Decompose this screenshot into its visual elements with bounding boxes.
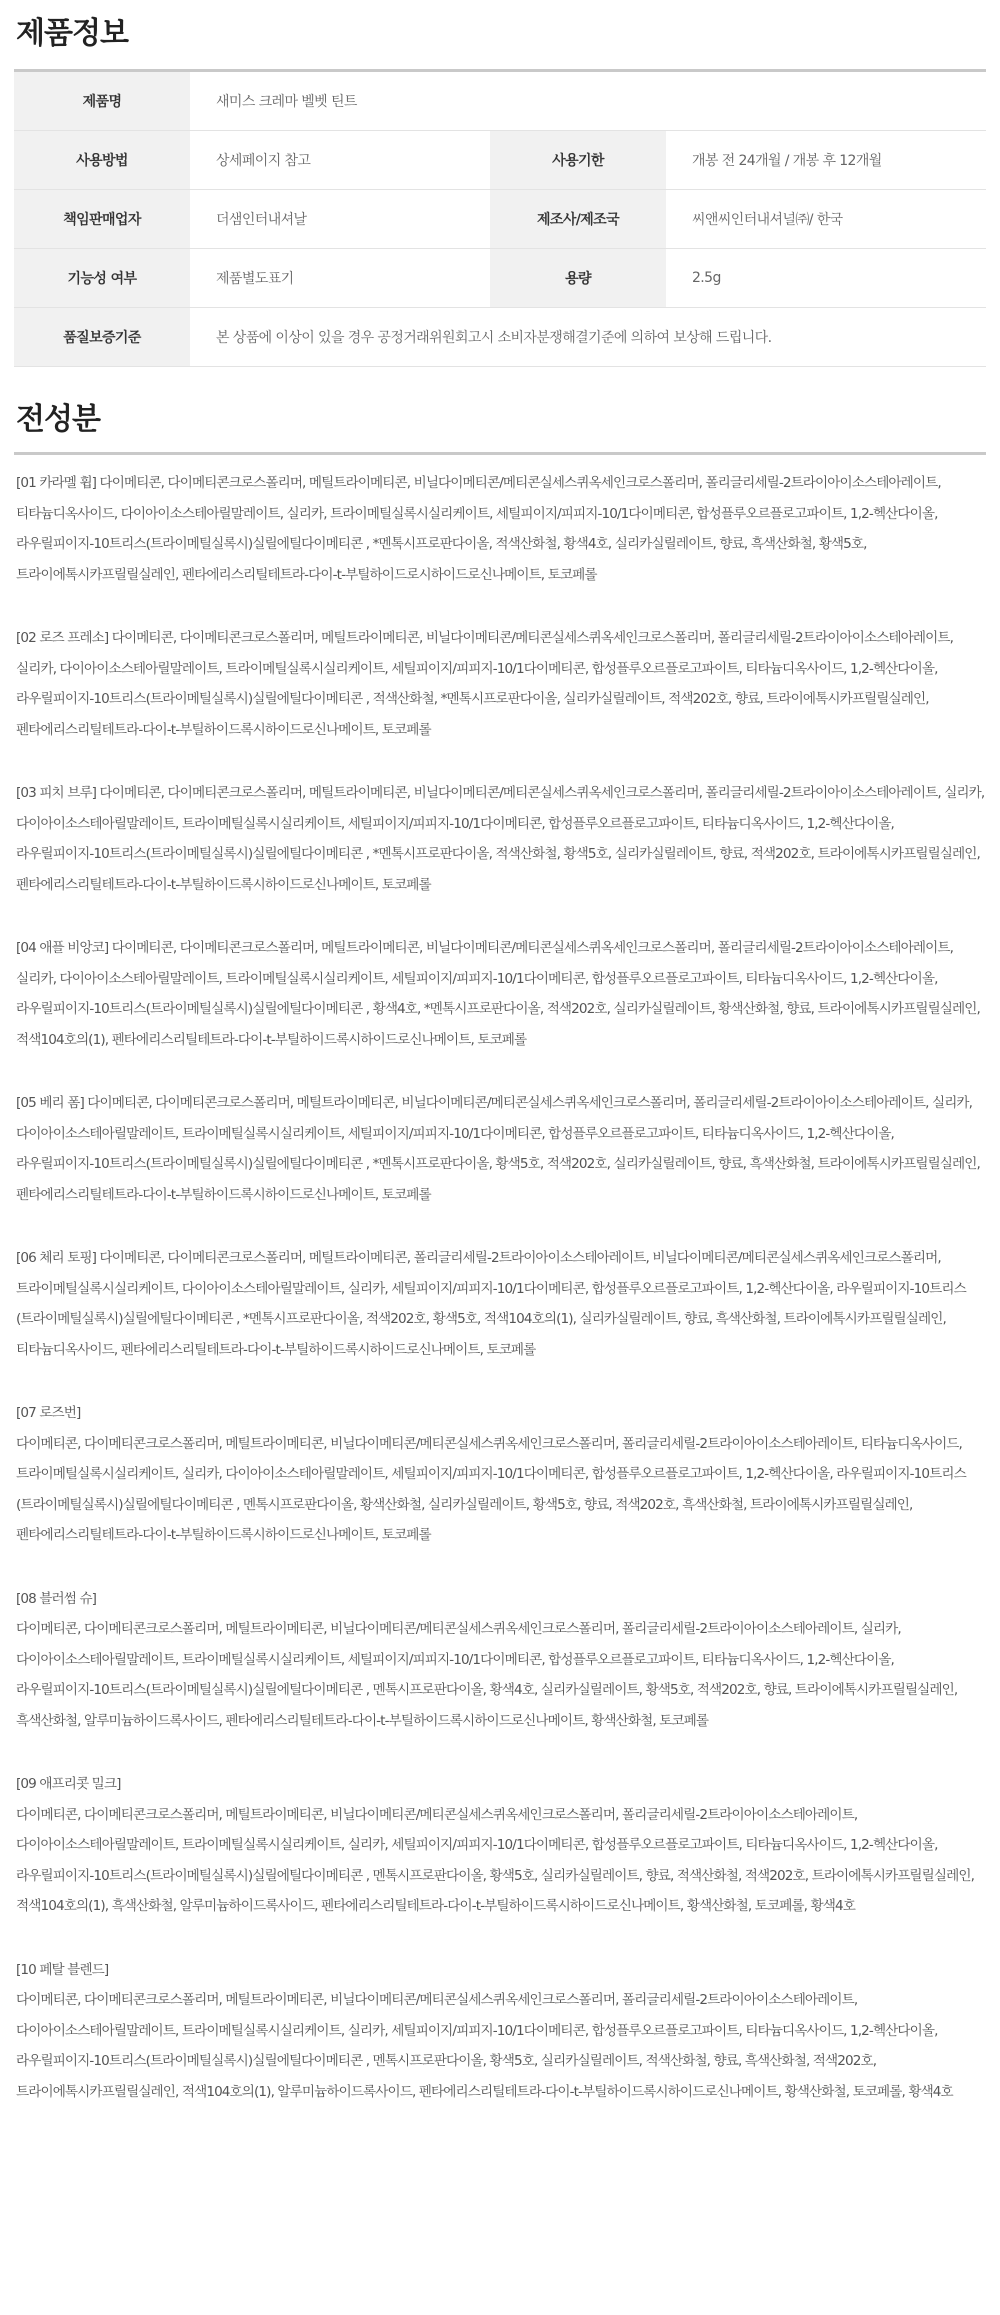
ingredient-item xyxy=(16,468,988,590)
info-label: 품질보증기준 xyxy=(14,308,190,367)
info-row-product-name xyxy=(14,72,986,131)
info-label: 용량 xyxy=(490,249,666,308)
ingredient-paragraph xyxy=(16,933,988,1055)
ingredient-text: 다이메티콘, 다이메티콘크로스폴리머, 메틸트라이메티콘, 비닐다이메티콘/메티콘실세스퀴옥세인크로스폴리머, 폴리글리세릴-2트라이아이소스테아레이트, 티타늄디옥사이드, 다이아이소스테아릴말레이트, 실리카, 트라이메틸실록시실리케이트, 세틸피이지/피피지-10/1다이메티콘, 합성플루오르플로고파이트, 1,2-헥산다이올, 라우릴피이지-10트리스(트라이메틸실록시)실릴에틸다이메티콘 , *멘톡시프로판다이올, 적색산화철, 황색4호, 실리카실릴레이트, 향료, 흑색산화철, 황색5호, 트라이에톡시카프릴릴실레인, 펜타에리스리틸테트라-다이-t-부틸하이드로시하이드로신나메이트, 토코페롤 xyxy=(16,475,941,583)
ingredient-item xyxy=(16,1769,988,1922)
ingredient-text: 다이메티콘, 다이메티콘크로스폴리머, 메틸트라이메티콘, 비닐다이메티콘/메티콘실세스퀴옥세인크로스폴리머, 폴리글리세릴-2트라이아이소스테아레이트, 실리카, 다이아이소스테아릴말레이트, 트라이메틸실록시실리케이트, 세틸피이지/피피지-10/1다이메티콘, 합성플루오르플로고파이트, 티타늄디옥사이드, 1,2-헥산다이올, 라우릴피이지-10트리스(트라이메틸실록시)실릴에틸다이메티콘 , *멘톡시프로판다이올, 적색산화철, 황색5호, 실리카실릴레이트, 향료, 적색202호, 트라이에톡시카프릴릴실레인, 펜타에리스리틸테트라-다이-t-부틸하이드록시하이드로신나메이트, 토코페롤 xyxy=(16,785,985,893)
info-label: 제품명 xyxy=(14,72,190,131)
ingredient-paragraph xyxy=(16,778,988,900)
ingredient-item xyxy=(16,1955,988,2108)
ingredient-text: 다이메티콘, 다이메티콘크로스폴리머, 메틸트라이메티콘, 비닐다이메티콘/메티콘실세스퀴옥세인크로스폴리머, 폴리글리세릴-2트라이아이소스테아레이트, 티타늄디옥사이드, 트라이메틸실록시실리케이트, 실리카, 다이아이소스테아릴말레이트, 세틸피이지/피피지-10/1다이메티콘, 합성플루오르플로고파이트, 1,2-헥산다이올, 라우릴피이지-10트리스(트라이메틸실록시)실릴에틸다이메티콘 , 멘톡시프로판다이올, 황색산화철, 실리카실릴레이트, 황색5호, 향료, 적색202호, 흑색산화철, 트라이에톡시카프릴릴실레인, 펜타에리스리틸테트라-다이-t-부틸하이드록시하이드로신나메이트, 토코페롤 xyxy=(16,1435,966,1543)
ingredient-text: 다이메티콘, 다이메티콘크로스폴리머, 메틸트라이메티콘, 비닐다이메티콘/메티콘실세스퀴옥세인크로스폴리머, 폴리글리세릴-2트라이아이소스테아레이트, 실리카, 다이아이소스테아릴말레이트, 트라이메틸실록시실리케이트, 세틸피이지/피피지-10/1다이메티콘, 합성플루오르플로고파이트, 티타늄디옥사이드, 1,2-헥산다이올, 라우릴피이지-10트리스(트라이메틸실록시)실릴에틸다이메티콘 , 적색산화철, *멘톡시프로판다이올, 실리카실릴레이트, 적색202호, 향료, 트라이에톡시카프릴릴실레인, 펜타에리스리틸테트라-다이-t-부틸하이드록시하이드로신나메이트, 토코페롤 xyxy=(16,630,954,738)
ingredient-text: 다이메티콘, 다이메티콘크로스폴리머, 메틸트라이메티콘, 폴리글리세릴-2트라이아이소스테아레이트, 비닐다이메티콘/메티콘실세스퀴옥세인크로스폴리머, 트라이메틸실록시실리케이트, 다이아이소스테아릴말레이트, 실리카, 세틸피이지/피피지-10/1다이메티콘, 합성플루오르플로고파이트, 1,2-헥산다이올, 라우릴피이지-10트리스(트라이메틸실록시)실릴에틸다이메티콘 , *멘톡시프로판다이올, 적색202호, 황색5호, 적색104호의(1), 실리카실릴레이트, 향료, 흑색산화철, 트라이에톡시카프릴릴실레인, 티타늄디옥사이드, 펜타에리스리틸테트라-다이-t-부틸하이드록시하이드로신나메이트, 토코페롤 xyxy=(16,1250,966,1358)
ingredient-paragraph xyxy=(16,623,988,745)
shade-name: [03 피치 브루] xyxy=(16,785,97,801)
shade-name: [10 페탈 블렌드] xyxy=(16,1961,109,1978)
info-value: 씨앤씨인터내셔널㈜/ 한국 xyxy=(666,190,986,249)
info-value: 개봉 전 24개월 / 개봉 후 12개월 xyxy=(666,131,986,190)
info-value: 제품별도표기 xyxy=(190,249,490,308)
ingredient-paragraph xyxy=(16,1243,988,1365)
info-row-functional xyxy=(14,249,986,308)
info-label: 제조사/제조국 xyxy=(490,190,666,249)
info-row-usage xyxy=(14,131,986,190)
product-info-table xyxy=(14,72,986,367)
ingredient-text: 다이메티콘, 다이메티콘크로스폴리머, 메틸트라이메티콘, 비닐다이메티콘/메티콘실세스퀴옥세인크로스폴리머, 폴리글리세릴-2트라이아이소스테아레이트, 다이아이소스테아릴말레이트, 트라이메틸실록시실리케이트, 실리카, 세틸피이지/피피지-10/1다이메티콘, 합성플루오르플로고파이트, 티타늄디옥사이드, 1,2-헥산다이올, 라우릴피이지-10트리스(트라이메틸실록시)실릴에틸다이메티콘 , 멘톡시프로판다이올, 황색5호, 실리카실릴레이트, 향료, 적색산화철, 적색202호, 트라이에톡시카프릴릴실레인, 적색104호의(1), 흑색산화철, 알루미늄하이드록사이드, 펜타에리스리틸테트라-다이-t-부틸하이드록시하이드로신나메이트, 황색산화철, 토코페롤, 황색4호 xyxy=(16,1806,975,1914)
shade-name: [08 블러썸 슈] xyxy=(16,1590,97,1607)
ingredient-text: 다이메티콘, 다이메티콘크로스폴리머, 메틸트라이메티콘, 비닐다이메티콘/메티콘실세스퀴옥세인크로스폴리머, 폴리글리세릴-2트라이아이소스테아레이트, 실리카, 다이아이소스테아릴말레이트, 트라이메틸실록시실리케이트, 세틸피이지/피피지-10/1다이메티콘, 합성플루오르플로고파이트, 티타늄디옥사이드, 1,2-헥산다이올, 라우릴피이지-10트리스(트라이메틸실록시)실릴에틸다이메티콘 , 멘톡시프로판다이올, 황색4호, 실리카실릴레이트, 황색5호, 적색202호, 향료, 트라이에톡시카프릴릴실레인, 흑색산화철, 알루미늄하이드록사이드, 펜타에리스리틸테트라-다이-t-부틸하이드록시하이드로신나메이트, 황색산화철, 토코페롤 xyxy=(16,1621,958,1729)
ingredients-title: 전성분 xyxy=(16,402,100,437)
shade-name: [01 카라멜 휩] xyxy=(16,475,97,491)
ingredient-item xyxy=(16,778,988,900)
info-label: 책임판매업자 xyxy=(14,190,190,249)
shade-name: [05 베리 폼] xyxy=(16,1095,84,1111)
ingredient-paragraph xyxy=(16,468,988,590)
shade-name: [04 애플 비앙코] xyxy=(16,940,109,956)
ingredient-text: 다이메티콘, 다이메티콘크로스폴리머, 메틸트라이메티콘, 비닐다이메티콘/메티콘실세스퀴옥세인크로스폴리머, 폴리글리세릴-2트라이아이소스테아레이트, 실리카, 다이아이소스테아릴말레이트, 트라이메틸실록시실리케이트, 세틸피이지/피피지-10/1다이메티콘, 합성플루오르플로고파이트, 티타늄디옥사이드, 1,2-헥산다이올, 라우릴피이지-10트리스(트라이메틸실록시)실릴에틸다이메티콘 , 황색4호, *멘톡시프로판다이올, 적색202호, 실리카실릴레이트, 황색산화철, 향료, 트라이에톡시카프릴릴실레인, 적색104호의(1), 펜타에리스리틸테트라-다이-t-부틸하이드록시하이드로신나메이트, 토코페롤 xyxy=(16,940,980,1048)
product-info-title: 제품정보 xyxy=(16,16,128,51)
info-label: 기능성 여부 xyxy=(14,249,190,308)
ingredient-item xyxy=(16,1088,988,1210)
shade-name: [06 체리 토핑] xyxy=(16,1250,97,1266)
info-row-quality xyxy=(14,308,986,367)
ingredient-item xyxy=(16,1584,988,1737)
info-value: 상세페이지 참고 xyxy=(190,131,490,190)
shade-name: [09 애프리콧 밀크] xyxy=(16,1776,121,1792)
info-row-seller xyxy=(14,190,986,249)
shade-name: [07 로즈번] xyxy=(16,1405,81,1421)
info-value: 새미스 크레마 벨벳 틴트 xyxy=(190,72,986,131)
ingredient-text: 다이메티콘, 다이메티콘크로스폴리머, 메틸트라이메티콘, 비닐다이메티콘/메티콘실세스퀴옥세인크로스폴리머, 폴리글리세릴-2트라이아이소스테아레이트, 다이아이소스테아릴말레이트, 트라이메틸실록시실리케이트, 실리카, 세틸피이지/피피지-10/1다이메티콘, 합성플루오르플로고파이트, 티타늄디옥사이드, 1,2-헥산다이올, 라우릴피이지-10트리스(트라이메틸실록시)실릴에틸다이메티콘 , 멘톡시프로판다이올, 황색5호, 실리카실릴레이트, 적색산화철, 향료, 흑색산화철, 적색202호, 트라이에톡시카프릴릴실레인, 적색104호의(1), 알루미늄하이드록사이드, 펜타에리스리틸테트라-다이-t-부틸하이드록시하이드로신나메이트, 황색산화철, 토코페롤, 황색4호 xyxy=(16,1992,953,2100)
ingredient-item xyxy=(16,623,988,745)
info-label: 사용방법 xyxy=(14,131,190,190)
info-value: 더샘인터내셔날 xyxy=(190,190,490,249)
info-value: 2.5g xyxy=(666,249,986,308)
ingredient-paragraph xyxy=(16,1088,988,1210)
shade-name: [02 로즈 프레소] xyxy=(16,630,109,646)
ingredient-item xyxy=(16,1243,988,1365)
ingredients-list xyxy=(16,468,988,2140)
info-value: 본 상품에 이상이 있을 경우 공정거래위원회고시 소비자분쟁해결기준에 의하여 보상해 드립니다. xyxy=(190,308,986,367)
ingredient-text: 다이메티콘, 다이메티콘크로스폴리머, 메틸트라이메티콘, 비닐다이메티콘/메티콘실세스퀴옥세인크로스폴리머, 폴리글리세릴-2트라이아이소스테아레이트, 실리카, 다이아이소스테아릴말레이트, 트라이메틸실록시실리케이트, 세틸피이지/피피지-10/1다이메티콘, 합성플루오르플로고파이트, 티타늄디옥사이드, 1,2-헥산다이올, 라우릴피이지-10트리스(트라이메틸실록시)실릴에틸다이메티콘 , *멘톡시프로판다이올, 황색5호, 적색202호, 실리카실릴레이트, 향료, 흑색산화철, 트라이에톡시카프릴릴실레인, 펜타에리스리틸테트라-다이-t-부틸하이드록시하이드로신나메이트, 토코페롤 xyxy=(16,1095,980,1203)
section-divider xyxy=(14,452,986,455)
ingredient-item xyxy=(16,1398,988,1551)
ingredient-item xyxy=(16,933,988,1055)
info-label: 사용기한 xyxy=(490,131,666,190)
